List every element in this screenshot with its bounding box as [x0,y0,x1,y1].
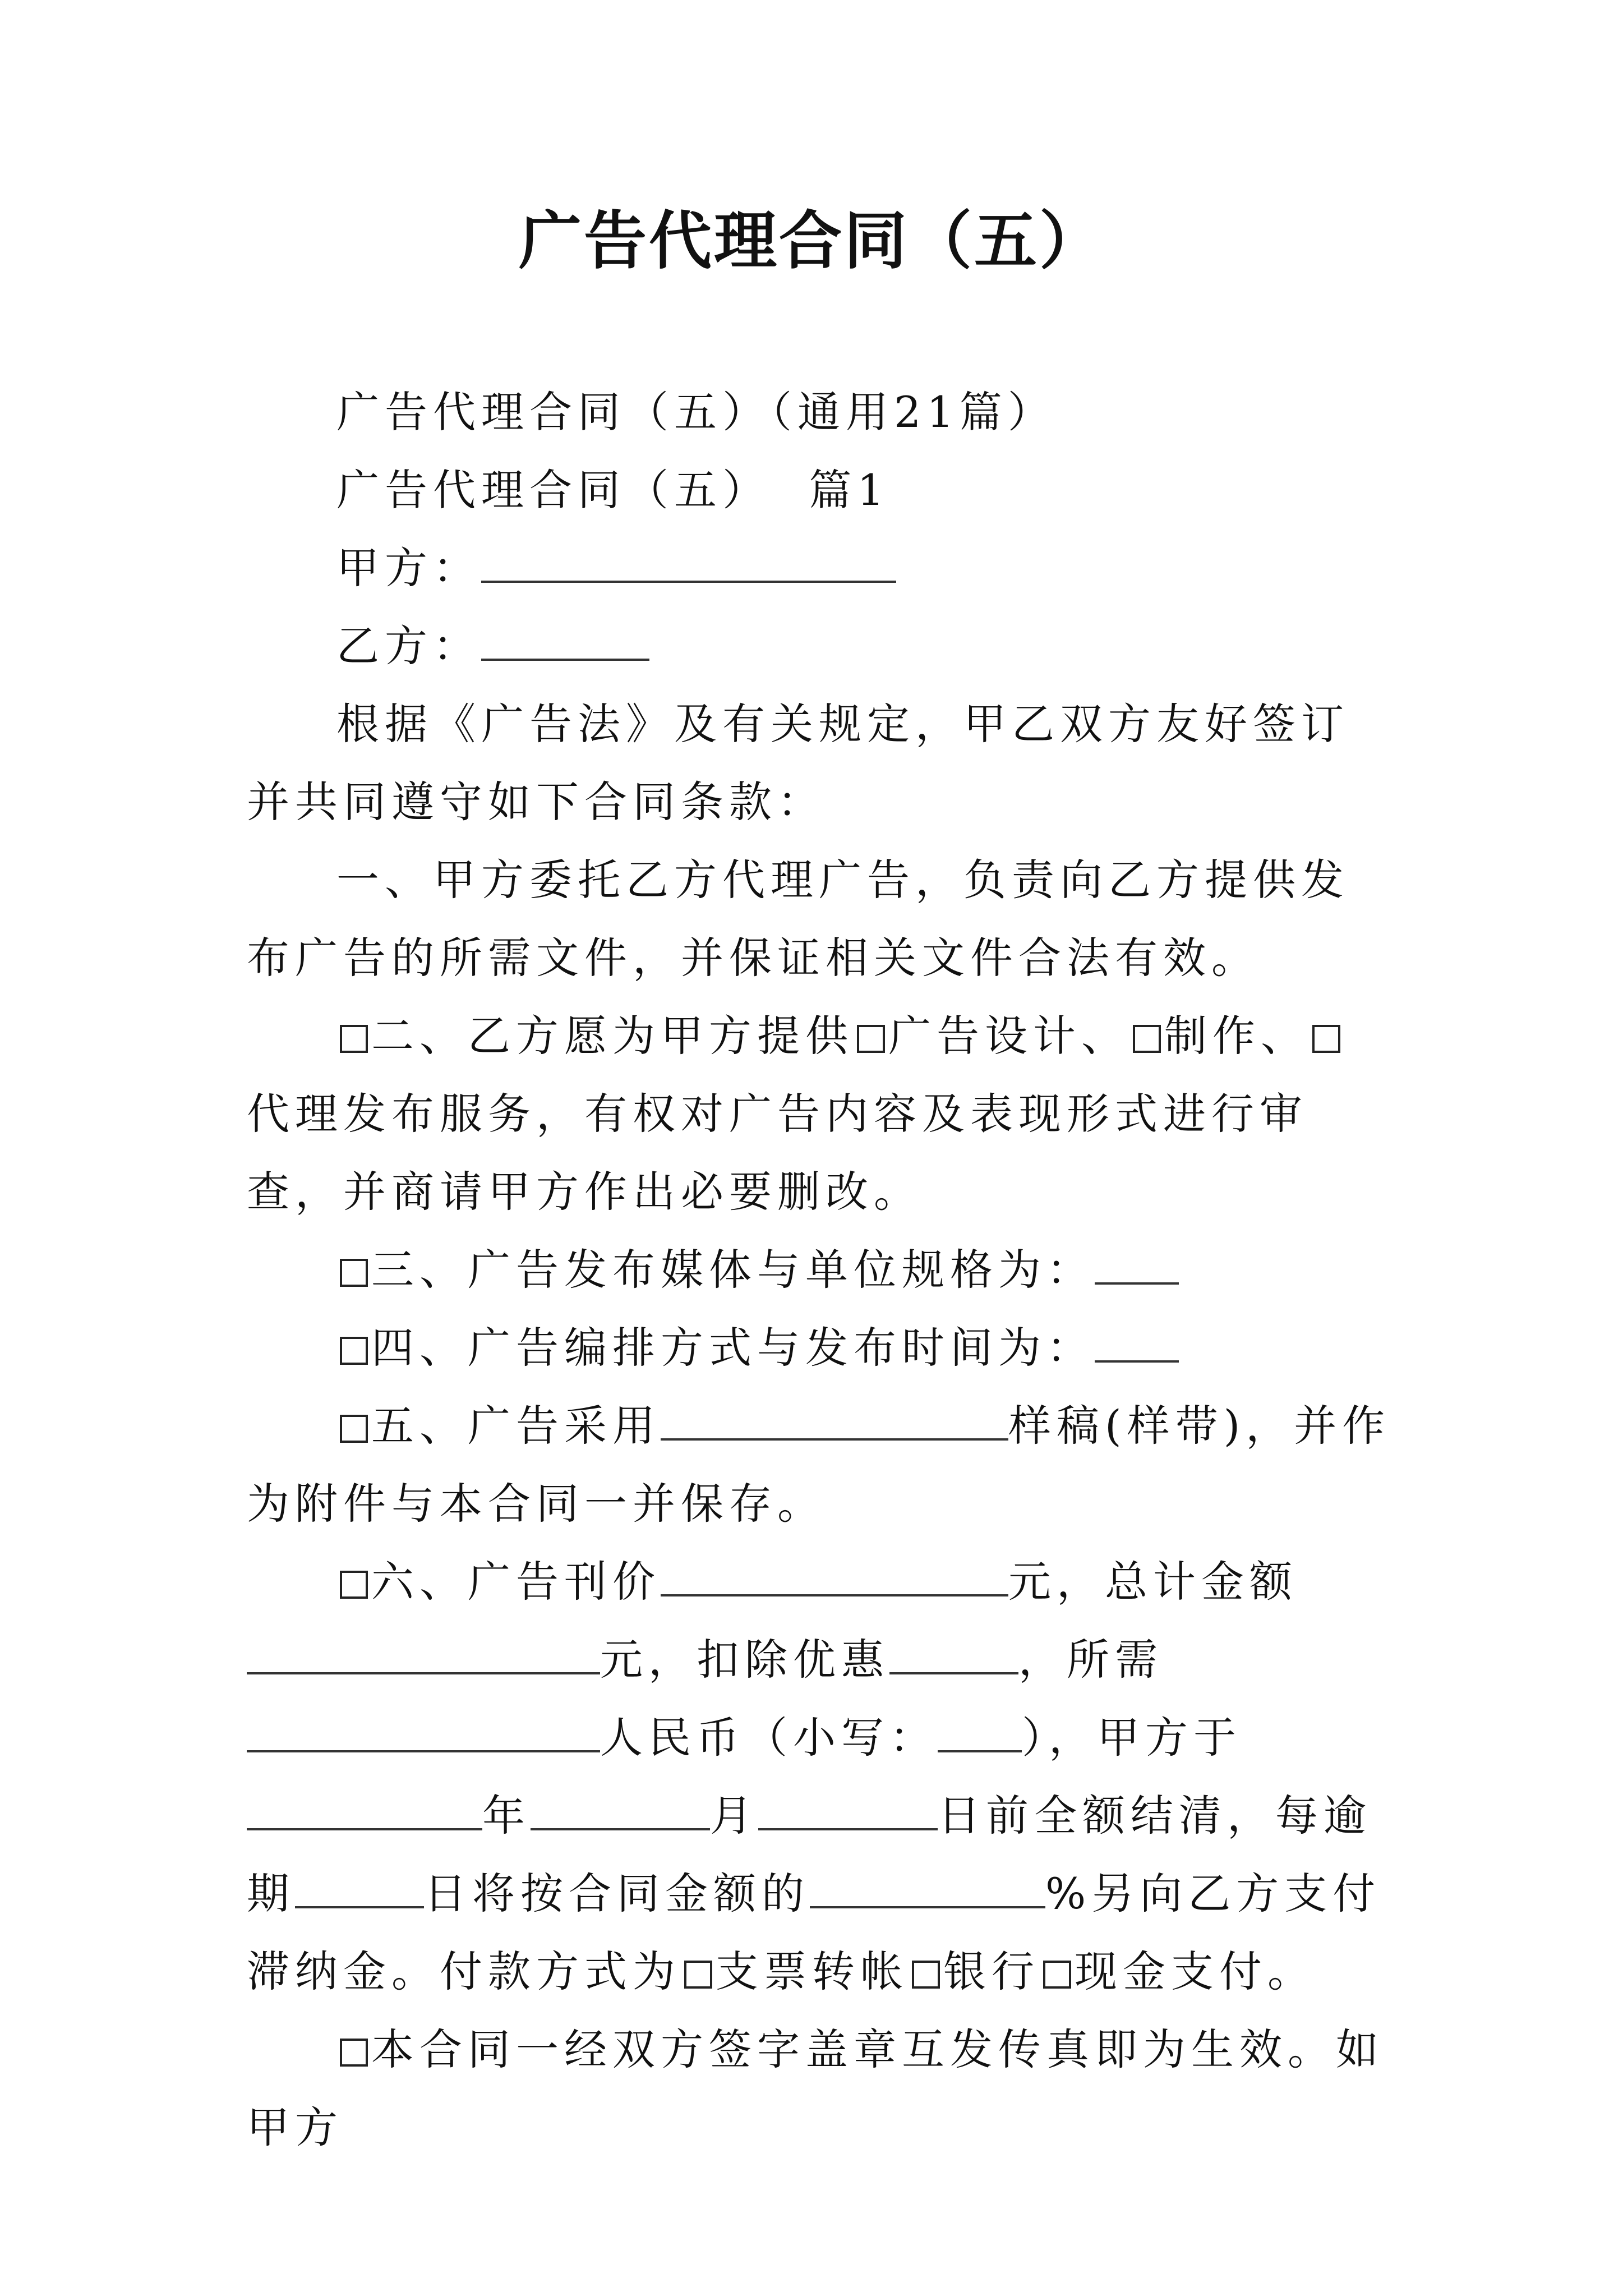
checkbox [340,2039,368,2067]
clause-3-blank [1095,1245,1179,1285]
party-b-blank [481,622,649,661]
clause-7: 本合同一经双方签字盖章互发传真即为生效。如甲方 [247,2024,1384,2152]
checkbox [912,1961,940,1989]
clause-5: 五、广告采用 样稿(样带)，并作为附件与本合同一并保存。 [247,1401,1391,1529]
clause-2: 二、乙方愿为甲方提供 广告设计、 制作、代理发布服务，有权对广告内容及表现形式进行审查，并商请甲方作出必要删改。 [247,997,1391,1231]
party-a-blank [481,544,896,583]
clause-6-blank-discount [889,1635,1018,1674]
checkbox [340,1025,368,1053]
clause-6-blank-percent [810,1869,1045,1908]
checkbox [340,1259,368,1287]
checkbox [684,1961,712,1989]
clause-5-blank [661,1401,1008,1441]
clause-6-blank-price [661,1557,1008,1596]
checkbox [340,1337,368,1365]
checkbox [340,1415,368,1443]
clause-6-blank-lowercase [938,1713,1022,1752]
checkbox [1133,1025,1161,1053]
clause-6-blank-total [247,1635,600,1674]
checkbox [340,1571,368,1599]
document-body [247,373,1391,2166]
clause-6-blank-days [295,1869,424,1908]
party-b-line: 乙方： [247,607,1391,685]
clause-6-blank-day [758,1791,938,1830]
subtitle-line: 广告代理合同（五）（通用21篇） [336,387,1056,437]
clause-3: 三、广告发布媒体与单位规格为： [247,1231,1391,1309]
party-a-line: 甲方： [247,529,1391,607]
clause-6-blank-required [247,1713,600,1752]
intro-paragraph: 根据《广告法》及有关规定，甲乙双方友好签订并共同遵守如下合同条款： [247,699,1349,827]
document-title: 广告代理合同（五） [519,204,1104,278]
checkbox [1043,1961,1071,1989]
clause-4: 四、广告编排方式与发布时间为： [247,1309,1391,1387]
clause-4-blank [1095,1323,1179,1363]
clause-6: 六、广告刊价 元，总计金额元，扣除优惠 ，所需人民币（小写： ），甲方于年 月 日前全额结清，每逾期 日将按合同金额的 %另向乙方支付滞纳金。付款方式为 支票转帐 银行 现金支付。 [247,1557,1381,1996]
clause-6-blank-month [531,1791,710,1830]
part-heading: 广告代理合同（五） 篇1 [336,465,890,515]
checkbox [1312,1025,1340,1053]
clause-6-blank-year [247,1791,482,1830]
checkbox [857,1025,885,1053]
clause-1: 一、甲方委托乙方代理广告，负责向乙方提供发布广告的所需文件，并保证相关文件合法有效。 [247,855,1349,983]
